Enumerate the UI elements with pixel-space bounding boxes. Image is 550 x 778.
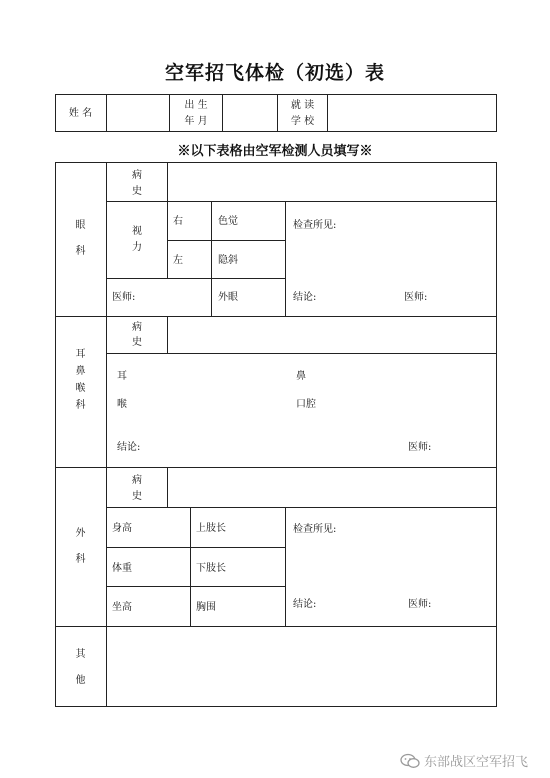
right-eye-label: 右 (173, 216, 183, 227)
throat-label: 喉 (117, 399, 127, 410)
surgery-doctor-label: 医师: (408, 599, 432, 610)
subtitle: ※以下表格由空军检测人员填写※ (177, 144, 373, 159)
eye-history-label-2: 史 (132, 186, 142, 197)
surgery-history-label-2: 史 (132, 491, 142, 502)
eye-history-label-1: 病 (132, 170, 142, 181)
school-field[interactable] (328, 95, 496, 131)
color-vision-label: 色觉 (218, 216, 238, 227)
mouth-label: 口腔 (296, 399, 316, 410)
school-label-line2: 学 校 (290, 116, 315, 127)
nose-label: 鼻 (296, 371, 306, 382)
birth-field[interactable] (223, 95, 277, 131)
ent-history-field[interactable] (168, 317, 496, 353)
left-eye-label: 左 (173, 255, 183, 266)
external-eye-label: 外眼 (218, 292, 238, 303)
ear-label: 耳 (117, 371, 127, 382)
height-label: 身高 (112, 523, 132, 534)
page-title: 空军招飞体检（初选）表 (164, 62, 385, 84)
weight-label: 体重 (112, 563, 132, 574)
eye-conclusion-label: 结论: (293, 292, 317, 303)
surgery-history-field[interactable] (168, 468, 496, 507)
surgery-findings-label: 检查所见: (293, 524, 337, 535)
surgery-conclusion-label: 结论: (293, 599, 317, 610)
other-section-label: 其 他 (75, 649, 86, 686)
eye-history-field[interactable] (168, 163, 496, 201)
surgery-history-label-1: 病 (132, 475, 142, 486)
chest-label: 胸围 (196, 602, 216, 613)
surgery-findings-field[interactable] (286, 508, 496, 626)
strabismus-label: 隐斜 (218, 255, 238, 266)
ent-history-label-1: 病 (132, 322, 142, 333)
ent-section-label: 耳 鼻 喉 科 (75, 349, 86, 411)
birth-label-line2: 年 月 (184, 116, 208, 127)
upper-limb-label: 上肢长 (196, 523, 226, 534)
wechat-icon (400, 753, 420, 769)
birth-label-line1: 出 生 (184, 100, 208, 111)
eye-section-label: 眼 科 (75, 220, 86, 257)
sitting-height-label: 坐高 (112, 602, 132, 613)
ent-conclusion-label: 结论: (117, 442, 141, 453)
name-label: 姓 名 (68, 108, 93, 119)
ent-history-label-2: 史 (132, 337, 142, 348)
watermark-text: 东部战区空军招飞 (423, 755, 528, 770)
surgery-section-label: 外 科 (75, 528, 86, 565)
ent-doctor-label: 医师: (408, 442, 432, 453)
eye-doctor-label: 医师: (112, 292, 136, 303)
school-label-line1: 就 读 (290, 100, 315, 111)
vision-label-1: 视 (132, 226, 142, 237)
lower-limb-label: 下肢长 (196, 563, 226, 574)
vision-label-2: 力 (132, 242, 142, 253)
watermark (400, 751, 528, 770)
name-field[interactable] (107, 95, 169, 131)
eye-doctor2-label: 医师: (404, 292, 428, 303)
ent-findings-field[interactable] (107, 354, 496, 466)
other-field[interactable] (107, 627, 496, 706)
eye-findings-field[interactable] (286, 202, 496, 316)
eye-findings-label: 检查所见: (293, 220, 337, 231)
